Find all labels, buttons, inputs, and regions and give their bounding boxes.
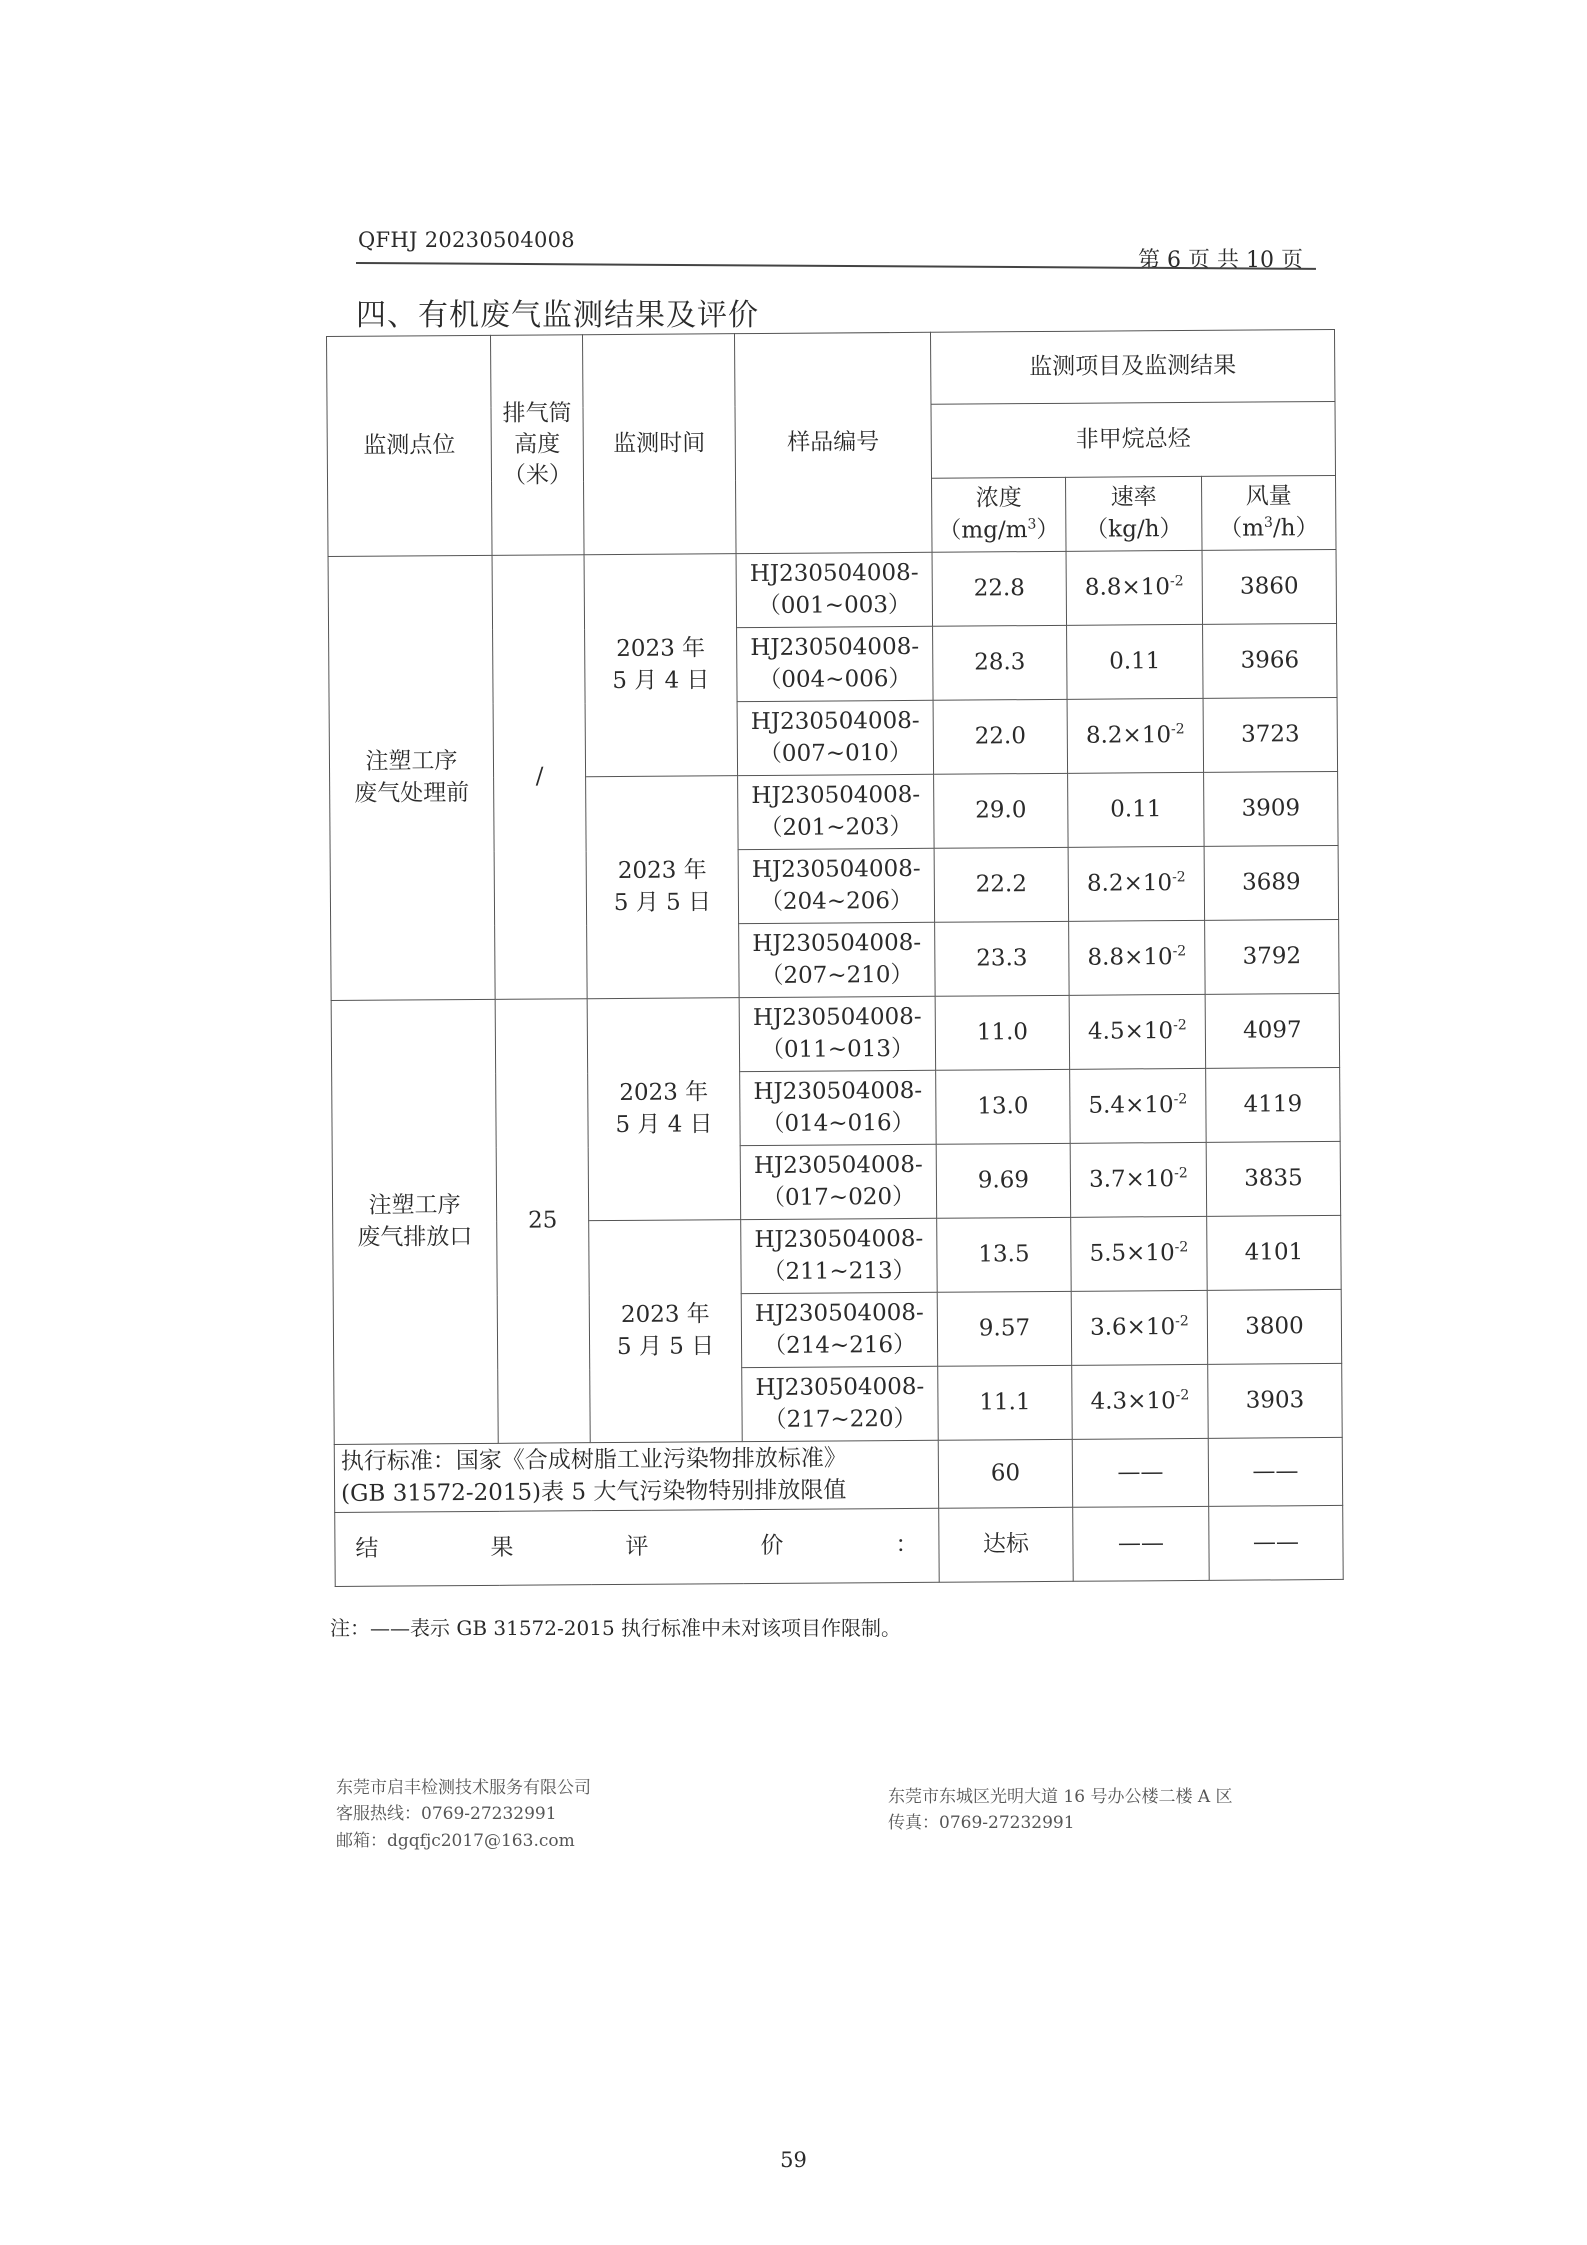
footer-hotline: 客服热线：0769-27232991 <box>336 1804 557 1825</box>
header-rate-line2: （kg/h） <box>1085 515 1183 543</box>
standard-label-line2: (GB 31572-2015)表 5 大气污染物特别排放限值 <box>340 1476 847 1507</box>
monitoring-point-line2: 废气排放口 <box>357 1223 473 1251</box>
sample-id <box>741 1292 938 1367</box>
sample-id-line2: （004~006） <box>758 665 912 693</box>
monitoring-date <box>586 776 740 999</box>
concentration-cell: 13.5 <box>937 1217 1072 1292</box>
rate-cell <box>1069 994 1206 1069</box>
rate-exponent: -2 <box>1172 943 1187 960</box>
sample-id-line1: HJ230504008- <box>751 856 921 884</box>
rate-base: 8.8×10 <box>1084 574 1171 601</box>
concentration-cell: 11.0 <box>935 995 1070 1070</box>
header-conc-unit-sup: 3 <box>1027 515 1037 532</box>
flow-cell: 3835 <box>1206 1141 1341 1216</box>
header-conc <box>932 477 1067 552</box>
sample-id <box>739 996 936 1071</box>
rate-cell <box>1071 1216 1208 1291</box>
sample-id <box>742 1366 939 1441</box>
monitoring-date-line1: 2023 年 <box>619 1079 709 1107</box>
rate-exponent: -2 <box>1173 1017 1187 1034</box>
evaluation-flow: —— <box>1209 1505 1344 1580</box>
header-flow-line1: 风量 <box>1245 483 1292 511</box>
monitoring-date-line1: 2023 年 <box>616 635 706 663</box>
header-height-line1: 排气筒 <box>502 400 572 427</box>
rate-cell <box>1068 772 1205 847</box>
results-table-wrapper <box>326 329 1343 1587</box>
header-conc-unit-b: ） <box>1036 516 1060 543</box>
sample-id-line1: HJ230504008- <box>753 1152 923 1180</box>
results-table-body <box>327 329 1344 1586</box>
sample-id-line2: （001~003） <box>757 591 912 619</box>
header-flow-line2 <box>1202 512 1335 544</box>
header-sample: 样品编号 <box>734 332 932 553</box>
standard-row <box>334 1437 1342 1512</box>
footer-right <box>888 1784 1233 1837</box>
header-item: 非甲烷总烃 <box>931 401 1336 478</box>
rate-base: 8.8×10 <box>1087 944 1173 971</box>
concentration-cell: 9.57 <box>937 1291 1072 1366</box>
standard-label <box>334 1440 938 1512</box>
header-flow <box>1202 475 1337 550</box>
rate-exponent: -2 <box>1174 1239 1189 1256</box>
sample-id-line1: HJ230504008- <box>749 560 919 588</box>
header-conc-unit-a: （mg/m <box>938 516 1028 544</box>
concentration-cell: 9.69 <box>936 1143 1071 1218</box>
header-flow-unit-sup: 3 <box>1263 514 1273 531</box>
rate-cell <box>1069 920 1206 995</box>
standard-flow: —— <box>1208 1437 1342 1506</box>
flow-cell: 4119 <box>1206 1067 1341 1142</box>
header-conc-line1: 浓度 <box>975 485 1022 512</box>
page-number: 59 <box>780 2148 807 2172</box>
header-row-1 <box>327 329 1335 408</box>
header-rate-line1: 速率 <box>1110 484 1157 511</box>
monitoring-date-line2: 5 月 4 日 <box>615 1110 713 1138</box>
sample-id <box>736 552 933 627</box>
sample-id-line2: （011~013） <box>760 1035 915 1063</box>
sample-id <box>737 626 934 701</box>
sample-id-line2: （017~020） <box>761 1183 916 1211</box>
concentration-cell: 22.8 <box>932 551 1067 626</box>
sample-id-line1: HJ230504008- <box>751 782 921 810</box>
sample-id-line2: （211~213） <box>762 1257 916 1285</box>
sample-id <box>741 1218 938 1293</box>
rate-base: 8.2×10 <box>1085 722 1172 749</box>
concentration-cell: 13.0 <box>936 1069 1071 1144</box>
footer-email: 邮箱：dgqfjc2017@163.com <box>336 1830 575 1851</box>
rate-base: 0.11 <box>1109 648 1161 675</box>
rate-cell <box>1068 846 1205 921</box>
standard-conc: 60 <box>938 1439 1072 1508</box>
rate-cell <box>1071 1290 1208 1365</box>
stack-height: / <box>492 555 587 1000</box>
sample-id-line2: （214~216） <box>762 1331 917 1359</box>
monitoring-date-line2: 5 月 5 日 <box>613 888 712 916</box>
rate-cell <box>1070 1068 1207 1143</box>
standard-label-line1: 执行标准：国家《合成树脂工业污染物排放标准》 <box>340 1445 847 1476</box>
sample-id <box>740 1144 937 1219</box>
flow-cell: 4101 <box>1207 1215 1342 1290</box>
flow-cell: 3909 <box>1204 771 1339 846</box>
header-height-line2: 高度 <box>514 431 561 458</box>
rate-base: 4.3×10 <box>1090 1388 1176 1415</box>
monitoring-date <box>584 554 738 777</box>
sample-id-line2: （007~010） <box>758 739 913 767</box>
results-table <box>326 329 1344 1587</box>
flow-cell: 3723 <box>1203 697 1338 772</box>
flow-cell: 3689 <box>1204 845 1339 920</box>
header-conc-line2 <box>932 514 1065 546</box>
sample-id <box>738 848 935 923</box>
footer-fax: 传真：0769-27232991 <box>888 1813 1075 1834</box>
sample-id-line2: （014~016） <box>761 1109 915 1137</box>
rate-exponent: -2 <box>1173 1091 1188 1108</box>
flow-cell: 3903 <box>1208 1363 1343 1438</box>
header-flow-unit-a: （m <box>1219 514 1265 542</box>
evaluation-conc: 达标 <box>939 1507 1074 1582</box>
sample-id-line2: （204~206） <box>759 887 914 915</box>
sample-id-line1: HJ230504008- <box>752 930 922 958</box>
header-project: 监测项目及监测结果 <box>930 329 1335 404</box>
sample-id-line1: HJ230504008- <box>754 1226 924 1254</box>
rate-base: 5.5×10 <box>1089 1240 1175 1267</box>
sample-id-line2: （217~220） <box>763 1405 917 1433</box>
monitoring-date <box>587 998 741 1221</box>
rate-base: 4.5×10 <box>1087 1018 1174 1045</box>
evaluation-label: 结果评价： <box>335 1508 940 1586</box>
standard-rate: —— <box>1072 1438 1208 1507</box>
section-title: 四、有机废气监测结果及评价 <box>356 298 759 333</box>
rate-cell <box>1072 1364 1209 1439</box>
monitoring-date-line2: 5 月 4 日 <box>612 666 710 694</box>
monitoring-point-line1: 注塑工序 <box>368 1192 461 1220</box>
concentration-cell: 23.3 <box>935 921 1070 996</box>
rate-exponent: -2 <box>1175 1313 1189 1330</box>
rate-cell <box>1066 550 1203 625</box>
rate-exponent: -2 <box>1171 869 1186 886</box>
table-row <box>331 993 1340 1074</box>
header-flow-unit-b: /h） <box>1272 514 1319 541</box>
monitoring-point <box>331 999 498 1444</box>
rate-base: 0.11 <box>1110 796 1162 823</box>
flow-cell: 3800 <box>1207 1289 1342 1364</box>
concentration-cell: 11.1 <box>938 1365 1073 1440</box>
header-height <box>490 335 584 556</box>
sample-id-line2: （207~210） <box>760 961 914 989</box>
monitoring-point-line1: 注塑工序 <box>365 748 458 776</box>
report-number: QFHJ 20230504008 <box>358 228 575 252</box>
rate-cell <box>1070 1142 1207 1217</box>
sample-id-line1: HJ230504008- <box>752 1004 922 1032</box>
flow-cell: 4097 <box>1205 993 1340 1068</box>
rate-base: 3.6×10 <box>1089 1314 1176 1341</box>
sample-id <box>739 922 936 997</box>
monitoring-date-line2: 5 月 5 日 <box>616 1332 715 1360</box>
sample-id <box>738 774 935 849</box>
footer-left <box>336 1775 591 1854</box>
monitoring-date-line1: 2023 年 <box>617 857 707 885</box>
concentration-cell: 22.0 <box>933 699 1068 774</box>
rate-exponent: -2 <box>1169 573 1184 590</box>
sample-id-line1: HJ230504008- <box>750 708 920 736</box>
rate-base: 3.7×10 <box>1088 1166 1175 1193</box>
concentration-cell: 29.0 <box>934 773 1069 848</box>
sample-id-line1: HJ230504008- <box>755 1374 925 1402</box>
page-info: 第 6 页 共 10 页 <box>1138 248 1303 273</box>
sample-id-line1: HJ230504008- <box>753 1078 923 1106</box>
header-rate <box>1066 476 1203 551</box>
flow-cell: 3792 <box>1205 919 1340 994</box>
monitoring-point <box>328 555 495 1000</box>
concentration-cell: 22.2 <box>934 847 1069 922</box>
flow-cell: 3860 <box>1202 549 1337 624</box>
rate-exponent: -2 <box>1175 1387 1190 1404</box>
monitoring-date <box>589 1220 743 1443</box>
evaluation-rate: —— <box>1073 1506 1210 1581</box>
header-point: 监测点位 <box>327 335 493 556</box>
rate-exponent: -2 <box>1174 1165 1188 1182</box>
footer-address: 东莞市东城区光明大道 16 号办公楼二楼 A 区 <box>888 1787 1233 1807</box>
rate-cell <box>1067 624 1204 699</box>
flow-cell: 3966 <box>1203 623 1338 698</box>
table-note: 注：——表示 GB 31572-2015 执行标准中未对该项目作限制。 <box>330 1616 902 1640</box>
sample-id <box>737 700 934 775</box>
sample-id-line2: （201~203） <box>759 813 913 841</box>
monitoring-point-line2: 废气处理前 <box>354 779 470 807</box>
header-height-line3: （米） <box>502 462 573 489</box>
stack-height: 25 <box>495 999 590 1444</box>
header-time: 监测时间 <box>582 334 736 555</box>
concentration-cell: 28.3 <box>933 625 1068 700</box>
sample-id <box>740 1070 937 1145</box>
rate-cell <box>1067 698 1204 773</box>
sample-id-line1: HJ230504008- <box>750 634 920 662</box>
rate-exponent: -2 <box>1170 721 1185 738</box>
rate-base: 5.4×10 <box>1088 1092 1174 1119</box>
table-row <box>328 549 1337 630</box>
rate-base: 8.2×10 <box>1086 870 1173 897</box>
monitoring-date-line1: 2023 年 <box>620 1301 710 1329</box>
evaluation-row <box>335 1505 1344 1586</box>
footer-company: 东莞市启丰检测技术服务有限公司 <box>336 1778 591 1798</box>
sample-id-line1: HJ230504008- <box>754 1300 924 1328</box>
